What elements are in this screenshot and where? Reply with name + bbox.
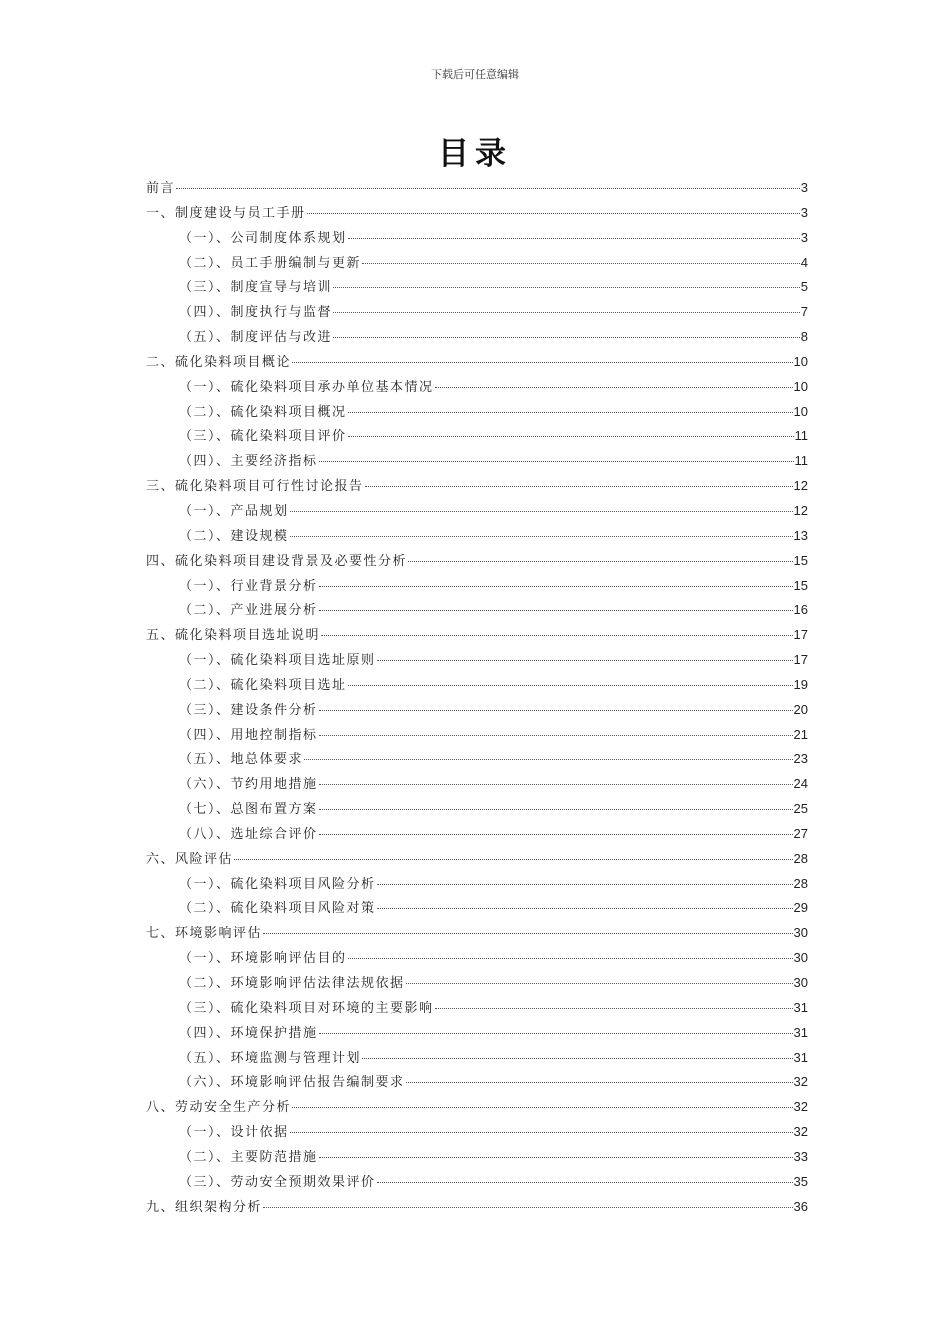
toc-entry[interactable] — [146, 673, 808, 698]
toc-title: 目录 — [438, 136, 512, 172]
toc-entry-label: 一、制度建设与员工手册 — [146, 205, 306, 221]
toc-entry-label: （三）、制度宣导与培训 — [179, 280, 333, 296]
toc-entry-page: 28 — [793, 875, 808, 891]
toc-leader-dots — [362, 262, 800, 264]
toc-leader-dots — [348, 237, 800, 239]
toc-entry-label: （四）、制度执行与监督 — [179, 305, 333, 321]
toc-entry-page: 15 — [793, 552, 808, 568]
toc-entry-label: （二）、产业进展分析 — [179, 603, 318, 619]
toc-entry-page: 32 — [793, 1099, 808, 1115]
toc-entry-page: 8 — [800, 329, 808, 345]
toc-leader-dots — [290, 535, 793, 537]
toc-entry-label: （一）、硫化染料项目风险分析 — [179, 876, 376, 892]
toc-leader-dots — [348, 411, 793, 413]
toc-entry-page: 20 — [793, 701, 808, 717]
toc-entry[interactable] — [146, 946, 808, 971]
toc-entry[interactable] — [146, 524, 808, 549]
toc-entry[interactable] — [146, 176, 808, 201]
toc-leader-dots — [263, 932, 793, 934]
toc-leader-dots — [348, 435, 794, 437]
toc-entry-label: （二）、主要防范措施 — [179, 1149, 318, 1165]
toc-leader-dots — [292, 361, 793, 363]
toc-entry-page: 27 — [793, 825, 808, 841]
toc-leader-dots — [406, 982, 793, 984]
toc-entry[interactable] — [146, 1120, 808, 1145]
toc-entry-page: 3 — [800, 204, 808, 220]
toc-entry-page: 30 — [793, 975, 808, 990]
toc-entry-page: 3 — [800, 180, 808, 195]
toc-entry-page: 24 — [793, 776, 808, 792]
toc-entry[interactable] — [146, 772, 808, 797]
toc-entry-page: 31 — [793, 1024, 808, 1040]
toc-entry-page: 17 — [793, 627, 808, 643]
toc-entry[interactable] — [146, 1145, 808, 1170]
toc-entry[interactable] — [146, 226, 808, 251]
toc-leader-dots — [333, 311, 800, 313]
toc-entry-page: 32 — [793, 1074, 808, 1090]
toc-leader-dots — [304, 758, 793, 760]
toc-entry-label: 三、硫化染料项目可行性讨论报告 — [146, 479, 364, 495]
toc-leader-dots — [319, 460, 794, 462]
toc-entry[interactable] — [146, 698, 808, 723]
toc-entry[interactable] — [146, 499, 808, 524]
toc-entry[interactable] — [146, 1021, 808, 1046]
toc-entry-label: （一）、硫化染料项目选址原则 — [179, 653, 376, 669]
toc-leader-dots — [435, 1007, 793, 1009]
toc-entry[interactable] — [146, 723, 808, 748]
toc-entry-label: （五）、地总体要求 — [179, 752, 304, 768]
toc-leader-dots — [362, 1057, 793, 1059]
toc-entry-page: 31 — [793, 1049, 808, 1065]
toc-leader-dots — [319, 734, 793, 736]
toc-entry[interactable] — [146, 251, 808, 276]
toc-entry-page: 10 — [793, 353, 808, 369]
toc-entry-label: （二）、建设规模 — [179, 528, 289, 544]
toc-entry-page: 28 — [793, 850, 808, 866]
toc-entry-label: 九、组织架构分析 — [146, 1199, 263, 1215]
toc-entry[interactable] — [146, 1070, 808, 1095]
toc-entry[interactable] — [146, 747, 808, 772]
toc-entry[interactable] — [146, 996, 808, 1021]
page-header: 下载后可任意编辑 — [431, 68, 519, 81]
toc-entry-page: 11 — [794, 428, 808, 444]
toc-entry-label: 五、硫化染料项目选址说明 — [146, 628, 321, 644]
toc-entry-label: （一）、行业背景分析 — [179, 578, 318, 594]
toc-entry[interactable] — [146, 549, 808, 574]
toc-entry-label: （四）、用地控制指标 — [179, 727, 318, 743]
toc-entry-label: （一）、公司制度体系规划 — [179, 230, 347, 246]
toc-leader-dots — [333, 286, 800, 288]
toc-entry-page: 33 — [793, 1148, 808, 1164]
toc-leader-dots — [292, 1106, 793, 1108]
toc-entry-page: 3 — [800, 229, 808, 245]
toc-leader-dots — [176, 187, 800, 189]
toc-entry[interactable] — [146, 921, 808, 946]
toc-entry[interactable] — [146, 400, 808, 425]
toc-entry-label: （二）、硫化染料项目概况 — [179, 404, 347, 420]
toc-entry-page: 11 — [794, 453, 808, 469]
toc-leader-dots — [290, 510, 793, 512]
toc-entry[interactable] — [146, 896, 808, 921]
toc-leader-dots — [435, 386, 793, 388]
toc-entry-label: （七）、总图布置方案 — [179, 802, 318, 818]
toc-entry-label: 四、硫化染料项目建设背景及必要性分析 — [146, 553, 408, 569]
toc-leader-dots — [319, 709, 793, 711]
toc-entry[interactable] — [146, 275, 808, 300]
toc-entry[interactable] — [146, 822, 808, 847]
toc-entry[interactable] — [146, 474, 808, 499]
toc-entry-page: 10 — [793, 403, 808, 419]
toc-entry-label: （四）、环境保护措施 — [179, 1025, 318, 1041]
toc-entry-label: （二）、硫化染料项目选址 — [179, 677, 347, 693]
toc-entry[interactable] — [146, 424, 808, 449]
toc-entry-page: 23 — [793, 751, 808, 767]
toc-entry[interactable] — [146, 847, 808, 872]
toc-leader-dots — [377, 883, 793, 885]
toc-entry-label: （四）、主要经济指标 — [179, 454, 318, 470]
toc-entry-page: 16 — [793, 602, 808, 618]
toc-entry-page: 7 — [800, 304, 808, 320]
toc-entry-label: （二）、环境影响评估法律法规依据 — [179, 976, 405, 991]
toc-leader-dots — [263, 1206, 793, 1208]
toc-entry[interactable] — [146, 1046, 808, 1071]
toc-leader-dots — [377, 1181, 793, 1183]
toc-entry[interactable] — [146, 1195, 808, 1220]
toc-entry-label: （二）、硫化染料项目风险对策 — [179, 901, 376, 917]
toc-entry[interactable] — [146, 325, 808, 350]
toc-entry[interactable] — [146, 648, 808, 673]
toc-leader-dots — [408, 560, 793, 562]
toc-entry-label: （一）、设计依据 — [179, 1125, 289, 1141]
toc-entry-label: （八）、选址综合评价 — [179, 826, 318, 842]
toc-leader-dots — [406, 1081, 793, 1083]
toc-entry-label: （三）、硫化染料项目对环境的主要影响 — [179, 1000, 434, 1016]
toc-leader-dots — [348, 957, 793, 959]
toc-leader-dots — [348, 684, 793, 686]
toc-entry[interactable] — [146, 574, 808, 599]
toc-entry-page: 21 — [793, 726, 808, 742]
toc-entry[interactable] — [146, 797, 808, 822]
toc-entry[interactable] — [146, 598, 808, 623]
toc-entry-label: （一）、环境影响评估目的 — [179, 951, 347, 967]
toc-entry-label: （三）、建设条件分析 — [179, 702, 318, 718]
toc-entry-page: 13 — [793, 527, 808, 543]
toc-leader-dots — [319, 783, 793, 785]
toc-leader-dots — [290, 1131, 793, 1133]
toc-entry-page: 25 — [793, 801, 808, 817]
toc-entry-label: （六）、节约用地措施 — [179, 777, 318, 793]
toc-entry[interactable] — [146, 971, 808, 996]
toc-entry[interactable] — [146, 201, 808, 226]
toc-leader-dots — [307, 212, 800, 214]
toc-entry-page: 5 — [800, 279, 808, 295]
toc-entry-label: （三）、劳动安全预期效果评价 — [179, 1174, 376, 1190]
toc-entry-label: （二）、员工手册编制与更新 — [179, 255, 362, 271]
toc-entry-label: （一）、硫化染料项目承办单位基本情况 — [179, 379, 434, 395]
toc-entry[interactable] — [146, 1170, 808, 1195]
toc-leader-dots — [321, 634, 793, 636]
toc-entry[interactable] — [146, 449, 808, 474]
toc-entry-page: 29 — [793, 900, 808, 916]
toc-entry-page: 15 — [793, 577, 808, 593]
toc-entry[interactable] — [146, 872, 808, 897]
toc-entry-page: 17 — [793, 652, 808, 668]
toc-leader-dots — [377, 907, 793, 909]
toc-leader-dots — [319, 808, 793, 810]
toc-entry-label: （五）、制度评估与改进 — [179, 330, 333, 346]
toc-entry-page: 12 — [793, 478, 808, 494]
toc-entry-label: 六、风险评估 — [146, 851, 234, 867]
toc-entry-label: 七、环境影响评估 — [146, 926, 263, 942]
toc-leader-dots — [319, 833, 793, 835]
toc-leader-dots — [319, 585, 793, 587]
toc-entry-page: 19 — [793, 676, 808, 692]
toc-entry-page: 32 — [793, 1124, 808, 1140]
toc-entry-label: （三）、硫化染料项目评价 — [179, 429, 347, 445]
toc-leader-dots — [377, 659, 793, 661]
toc-entry-page: 35 — [793, 1173, 808, 1189]
toc-entry-page: 30 — [793, 925, 808, 941]
toc-leader-dots — [319, 1032, 793, 1034]
table-of-contents — [146, 176, 808, 1219]
toc-leader-dots — [319, 1156, 793, 1158]
toc-entry[interactable] — [146, 375, 808, 400]
toc-entry[interactable] — [146, 623, 808, 648]
toc-leader-dots — [365, 485, 793, 487]
toc-entry[interactable] — [146, 350, 808, 375]
toc-entry-label: （一）、产品规划 — [179, 503, 289, 519]
toc-entry-page: 31 — [793, 999, 808, 1015]
toc-entry-page: 12 — [793, 502, 808, 518]
toc-entry-page: 10 — [793, 378, 808, 394]
toc-entry-page: 4 — [800, 254, 808, 270]
toc-leader-dots — [319, 609, 793, 611]
toc-leader-dots — [333, 336, 800, 338]
toc-leader-dots — [234, 858, 793, 860]
toc-entry-page: 30 — [793, 950, 808, 966]
toc-entry-label: （五）、环境监测与管理计划 — [179, 1050, 362, 1066]
toc-entry[interactable] — [146, 300, 808, 325]
toc-entry-label: 前言 — [146, 181, 176, 196]
toc-entry-label: 八、劳动安全生产分析 — [146, 1100, 292, 1116]
toc-entry-label: （六）、环境影响评估报告编制要求 — [179, 1075, 405, 1091]
toc-entry-label: 二、硫化染料项目概论 — [146, 354, 292, 370]
toc-entry-page: 36 — [793, 1198, 808, 1214]
toc-entry[interactable] — [146, 1095, 808, 1120]
